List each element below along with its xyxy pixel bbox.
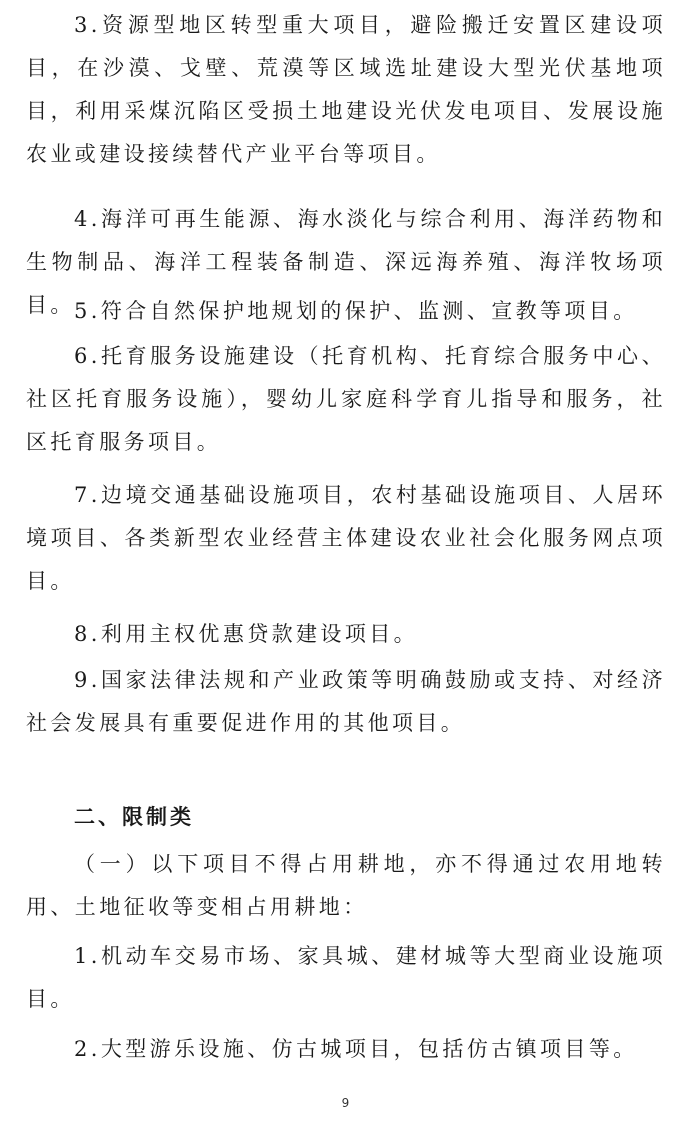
paragraph-restrict-1: 1.机动车交易市场、家具城、建材城等大型商业设施项目。 — [26, 944, 666, 1011]
paragraph-restrict-2: 2.大型游乐设施、仿古城项目，包括仿古镇项目等。 — [74, 1037, 638, 1061]
paragraph-restrict-intro: （一）以下项目不得占用耕地，亦不得通过农用地转用、土地征收等变相占用耕地： — [26, 852, 666, 919]
paragraph-item-7: 7.边境交通基础设施项目，农村基础设施项目、人居环境项目、各类新型农业经营主体建设农业社会化服务网点项目。 — [26, 483, 666, 593]
paragraph-item-4: 4.海洋可再生能源、海水淡化与综合利用、海洋药物和生物制品、海洋工程装备制造、深远海养殖、海洋牧场项目。 — [26, 207, 666, 317]
paragraph-item-6: 6.托育服务设施建设（托育机构、托育综合服务中心、社区托育服务设施），婴幼儿家庭科学育儿指导和服务，社区托育服务项目。 — [26, 344, 666, 454]
paragraph-item-5: 5.符合自然保护地规划的保护、监测、宣教等项目。 — [74, 299, 638, 323]
paragraph-item-9: 9.国家法律法规和产业政策等明确鼓励或支持、对经济社会发展具有重要促进作用的其他项目。 — [26, 668, 666, 735]
page-number: 9 — [341, 1096, 350, 1110]
section-heading: 二、限制类 — [74, 805, 194, 829]
paragraph-item-3: 3.资源型地区转型重大项目，避险搬迁安置区建设项目，在沙漠、戈壁、荒漠等区域选址建设大型光伏基地项目，利用采煤沉陷区受损土地建设光伏发电项目、发展设施农业或建设接续替代产业平台等项目。 — [26, 13, 666, 166]
paragraph-item-8: 8.利用主权优惠贷款建设项目。 — [74, 622, 419, 646]
